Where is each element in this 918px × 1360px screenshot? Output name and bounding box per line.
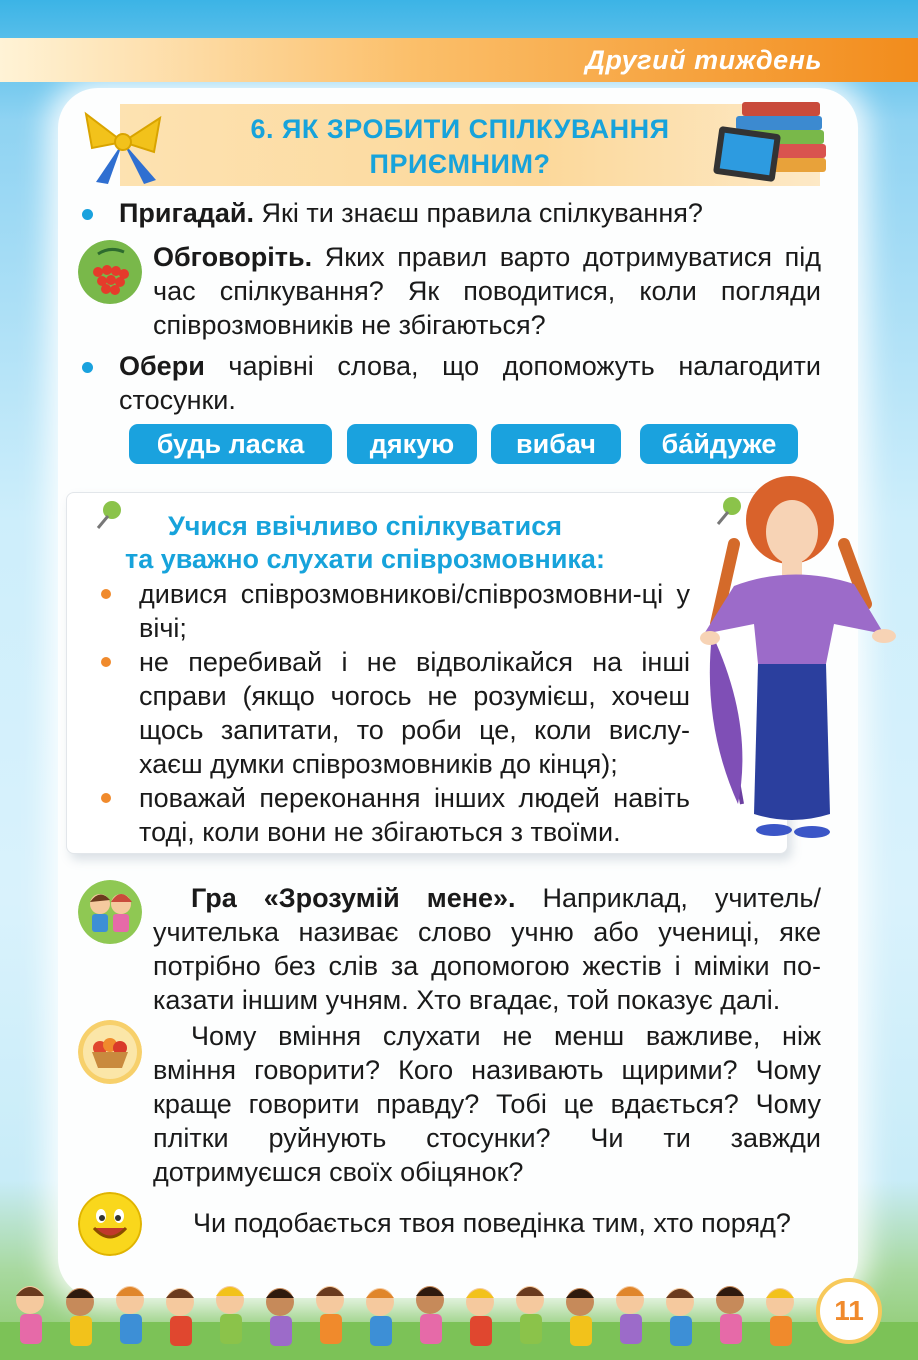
smiley-icon <box>78 1192 142 1256</box>
note-heading-line2: та уважно слухати співрозмовника: <box>125 544 605 574</box>
lesson-title-line1: 6. ЯК ЗРОБИТИ СПІЛКУВАННЯ <box>250 114 670 144</box>
kids-icon <box>78 880 142 944</box>
discuss-text: Яких правил варто дотримуватися під час спілкування? Як поводитися, коли погляди співрозмовників не збігаються? <box>153 242 821 340</box>
discuss-bold: Обговоріть. <box>153 242 313 272</box>
week-label: Другий тиждень <box>585 45 822 75</box>
note-item: не перебивай і не відволікайся на інші справи (якщо чогось не розумієш, хочеш щось запитати, то роби це, коли вислу-хаєш думки співрозмовників до кінця); <box>139 647 690 779</box>
word-chip[interactable]: вибач <box>491 424 621 464</box>
game-text: Наприклад, учитель/учителька називає слово учню або учениці, яке потрібно без слів за допомогою жестів і міміки по-казати іншим учням. Хто вгадає, той показує далі. <box>153 883 821 1015</box>
note-bullet <box>101 793 111 803</box>
word-chip[interactable]: будь ласка <box>129 424 332 464</box>
choose-task <box>119 349 821 417</box>
page-number: 11 <box>816 1278 882 1344</box>
bullet-dot <box>82 362 93 373</box>
bow-icon <box>78 100 168 190</box>
rowan-berries-icon <box>78 240 142 304</box>
game-title: Гра «Зрозумій мене». <box>191 883 516 913</box>
books-tablet-icon <box>712 96 832 188</box>
fruit-basket-icon <box>78 1020 142 1084</box>
choose-text: чарівні слова, що допоможуть налагодити стосунки. <box>119 351 821 415</box>
note-heading-line1: Учися ввічливо спілкуватися <box>167 511 563 541</box>
questions: Чому вміння слухати не менш важливе, ніж вміння говорити? Кого називають щирими? Чому краще говорити правду? Тобі це вдається? Чому плітки руйнують стосунки? Чи ти завжди дотримуєшся своїх обіцянок? <box>153 1021 821 1187</box>
note-bullet <box>101 657 111 667</box>
recall-bold: Пригадай. <box>119 198 255 228</box>
word-chip[interactable]: дякую <box>347 424 477 464</box>
recall-text: Які ти знаєш правила спілкування? <box>254 198 703 228</box>
woman-with-umbrella-illustration <box>694 474 908 846</box>
bullet-dot <box>82 209 93 220</box>
week-banner <box>0 38 918 82</box>
recall-task <box>119 196 819 230</box>
game-task <box>153 881 821 1017</box>
choose-bold: Обери <box>119 351 205 381</box>
note-heading <box>120 510 610 576</box>
note-item: дивися співрозмовникові/співрозмовни-ці у вічі; <box>139 579 690 643</box>
word-chip[interactable]: ба́йдуже <box>640 424 798 464</box>
note-bullet <box>101 589 111 599</box>
reflection: Чи подобається твоя поведінка тим, хто поряд? <box>193 1208 791 1238</box>
lesson-title-line2: ПРИЄМНИМ? <box>369 149 551 179</box>
note-item: поважай переконання інших людей навіть тоді, коли вони не збігаються з твоїми. <box>139 783 690 847</box>
lesson-title <box>160 112 760 182</box>
children-row-illustration <box>0 1262 918 1360</box>
discuss-task <box>153 240 821 342</box>
